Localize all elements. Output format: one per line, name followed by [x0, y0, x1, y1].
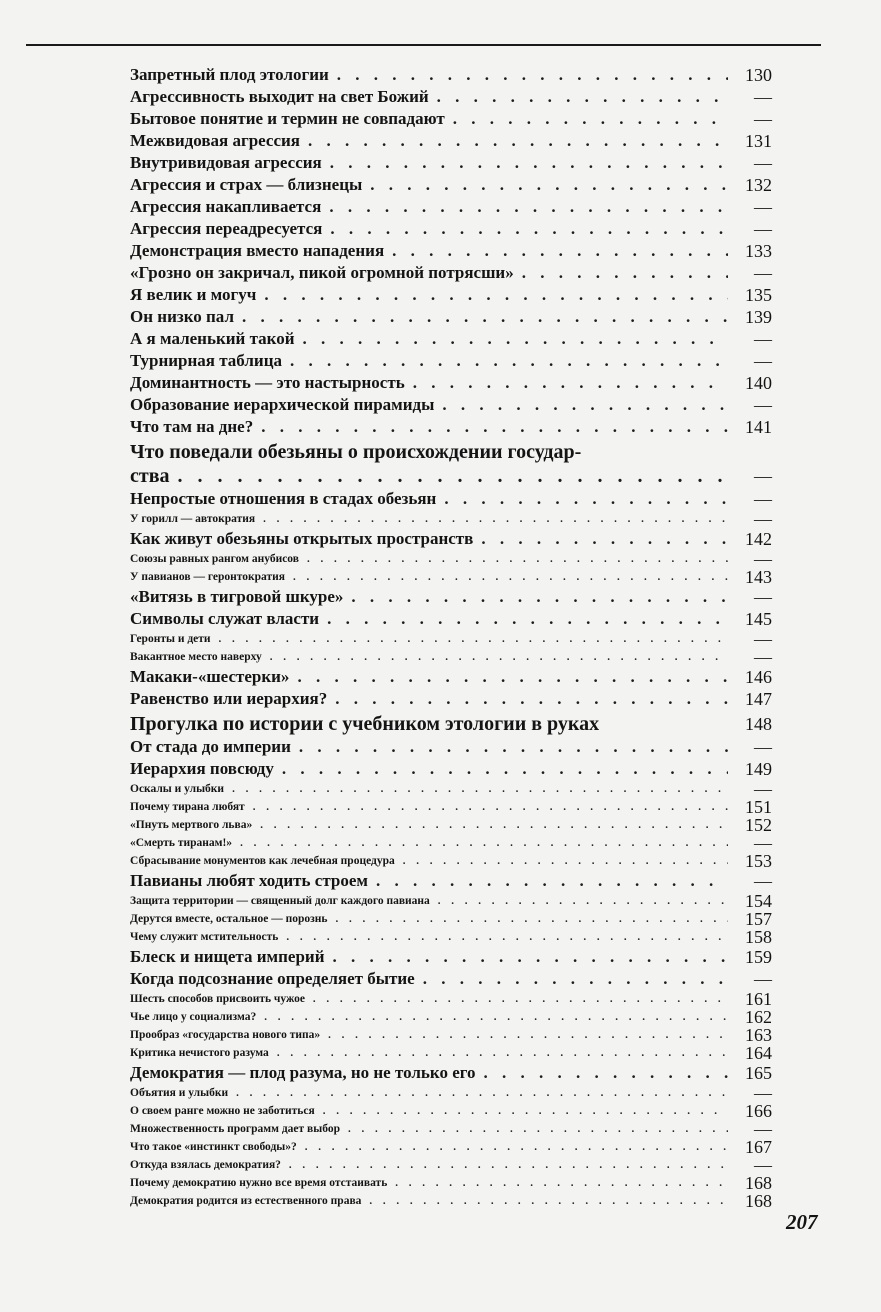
leader-dots: [348, 1120, 728, 1138]
toc-entry-title: Внутривидовая агрессия: [130, 153, 322, 172]
leader-dots: [290, 350, 728, 372]
toc-entry-page: —: [754, 489, 772, 509]
toc-entry: [130, 1174, 772, 1192]
leader-dots: [277, 1044, 728, 1062]
leader-dots: [260, 816, 728, 834]
toc-entry-page: 146: [745, 667, 772, 687]
toc-entry: [130, 1156, 772, 1174]
leader-dots: [253, 798, 728, 816]
toc-entry: [130, 758, 772, 780]
toc-entry: [130, 968, 772, 990]
leader-dots: [330, 152, 728, 174]
leader-dots: [313, 990, 728, 1008]
leader-dots: [263, 510, 728, 528]
toc-entry-title: «Пнуть мертвого льва»: [130, 819, 253, 831]
toc-entry: [130, 780, 772, 798]
toc-entry-page: —: [754, 779, 772, 799]
toc-entry-page: —: [754, 587, 772, 607]
toc-entry-page: 154: [745, 891, 772, 911]
page-number: 207: [786, 1210, 818, 1234]
toc-entry-page: 151: [745, 797, 772, 817]
toc-entry-page: —: [754, 351, 772, 371]
toc-entry-page: —: [754, 329, 772, 349]
toc-entry-title: Я велик и могуч: [130, 285, 257, 304]
toc-entry-title: Равенство или иерархия?: [130, 689, 328, 708]
toc-entry-page: —: [754, 871, 772, 891]
toc-entry: [130, 196, 772, 218]
toc-entry: [130, 568, 772, 586]
leader-dots: [236, 1084, 728, 1102]
toc-entry: [130, 928, 772, 946]
leader-dots: [403, 852, 728, 870]
toc-entry-title: Иерархия повсюду: [130, 759, 274, 778]
leader-dots: [444, 488, 728, 510]
toc-entry: [130, 350, 772, 372]
toc-entry-page: 164: [745, 1043, 772, 1063]
toc-entry-title: Чему служит мстительность: [130, 931, 279, 943]
toc-entry-title: Множественность программ дает выбор: [130, 1123, 340, 1135]
toc-entry-title: Оскалы и улыбки: [130, 783, 225, 795]
toc-entry: [130, 108, 772, 130]
toc-entry: [130, 328, 772, 350]
toc-entry: [130, 152, 772, 174]
toc-entry-title: Критика нечистого разума: [130, 1047, 269, 1059]
toc-entry-title: Доминантность — это настырность: [130, 373, 405, 392]
toc-entry-page: —: [754, 833, 772, 853]
toc-entry: [130, 990, 772, 1008]
toc-entry: [130, 688, 772, 710]
section-heading-line2: ства: [130, 465, 170, 487]
toc-entry-title: Как живут обезьяны открытых пространств: [130, 529, 474, 548]
toc-entry: [130, 798, 772, 816]
toc-block-3: [130, 736, 772, 1210]
toc-entry-title: Союзы равных рангом анубисов: [130, 553, 299, 565]
leader-dots: [293, 568, 728, 586]
toc-entry-title: Демократия родится из естественного права: [130, 1195, 362, 1207]
toc-block-1: [130, 64, 772, 438]
toc-entry: [130, 736, 772, 758]
toc-entry: [130, 218, 772, 240]
section-heading: [130, 440, 772, 464]
toc-entry: [130, 174, 772, 196]
toc-entry: [130, 510, 772, 528]
toc-entry-title: «Смерть тиранам!»: [130, 837, 233, 849]
toc-entry-page: 149: [745, 759, 772, 779]
toc-entry: [130, 816, 772, 834]
leader-dots: [303, 328, 728, 350]
toc-entry-page: —: [754, 969, 772, 989]
toc-entry-page: —: [754, 737, 772, 757]
toc-entry-page: 147: [745, 689, 772, 709]
toc-entry-title: Почему тирана любят: [130, 801, 245, 813]
leader-dots: [264, 1008, 728, 1026]
toc-entry-page: —: [754, 1155, 772, 1175]
leader-dots: [232, 780, 728, 798]
toc-entry: [130, 1120, 772, 1138]
leader-dots: [337, 64, 728, 86]
toc-entry: [130, 240, 772, 262]
toc-entry-title: Защита территории — священный долг каждого павиана: [130, 895, 430, 907]
section-heading-2-title: Прогулка по истории с учебником этологии в руках: [130, 713, 600, 735]
leader-dots: [297, 666, 728, 688]
toc-entry-page: —: [754, 87, 772, 107]
toc-entry: [130, 1138, 772, 1156]
page-ref: 148: [745, 714, 772, 734]
header-rule: [26, 44, 821, 46]
toc-entry: [130, 262, 772, 284]
toc-entry-title: А я маленький такой: [130, 329, 295, 348]
toc-entry: [130, 416, 772, 438]
toc-entry-title: Он низко пал: [130, 307, 234, 326]
toc-entry: [130, 852, 772, 870]
toc-entry-page: 145: [745, 609, 772, 629]
leader-dots: [261, 416, 728, 438]
toc-entry-title: У павианов — геронтократия: [130, 571, 285, 583]
toc-entry-page: 152: [745, 815, 772, 835]
leader-dots: [395, 1174, 728, 1192]
toc-entry-page: 142: [745, 529, 772, 549]
leader-dots: [240, 834, 728, 852]
leader-dots: [305, 1138, 728, 1156]
section-heading-line1: Что поведали обезьяны о происхождении государ-: [130, 441, 582, 463]
toc-entry: [130, 946, 772, 968]
toc-entry-title: Демократия — плод разума, но не только его: [130, 1063, 476, 1082]
toc-entry-title: Дерутся вместе, остальное — порознь: [130, 913, 328, 925]
toc-entry-title: Образование иерархической пирамиды: [130, 395, 435, 414]
toc-entry: [130, 666, 772, 688]
toc-entry-title: Агрессия накапливается: [130, 197, 322, 216]
toc-entry-title: Объятия и улыбки: [130, 1087, 229, 1099]
toc-entry-page: 168: [745, 1173, 772, 1193]
toc-entry: [130, 284, 772, 306]
toc-entry-title: Почему демократию нужно все время отстаивать: [130, 1177, 388, 1189]
leader-dots: [308, 130, 728, 152]
toc-entry-page: 165: [745, 1063, 772, 1083]
toc-entry-page: —: [754, 549, 772, 569]
toc-block-2: [130, 488, 772, 710]
toc-entry-page: 157: [745, 909, 772, 929]
toc-entry: [130, 550, 772, 568]
section-heading-cont: [130, 464, 772, 488]
leader-dots: [481, 528, 728, 550]
toc-entry-title: Агрессия переадресуется: [130, 219, 323, 238]
toc-entry-page: —: [754, 109, 772, 129]
toc-entry-title: Прообраз «государства нового типа»: [130, 1029, 321, 1041]
toc-entry-page: 168: [745, 1191, 772, 1211]
toc-entry: [130, 86, 772, 108]
toc-entry-page: —: [754, 153, 772, 173]
toc-entry: [130, 834, 772, 852]
toc-entry: [130, 64, 772, 86]
leader-dots: [423, 968, 728, 990]
page-ref: —: [754, 466, 772, 486]
toc-entry-title: Макаки-«шестерки»: [130, 667, 290, 686]
toc-entry-page: 139: [745, 307, 772, 327]
toc-entry-title: Агрессивность выходит на свет Божий: [130, 87, 429, 106]
leader-dots: [484, 1062, 728, 1084]
leader-dots: [242, 306, 728, 328]
toc-entry-title: Откуда взялась демократия?: [130, 1159, 281, 1171]
toc-entry-page: 131: [745, 131, 772, 151]
leader-dots: [438, 892, 728, 910]
toc-entry-title: Непростые отношения в стадах обезьян: [130, 489, 437, 508]
leader-dots: [453, 108, 728, 130]
toc-entry-title: Что такое «инстинкт свободы»?: [130, 1141, 297, 1153]
leader-dots: [413, 372, 728, 394]
toc-entry: [130, 892, 772, 910]
leader-dots: [392, 240, 728, 262]
toc-entry-page: —: [754, 263, 772, 283]
toc-entry: [130, 1192, 772, 1210]
toc-entry-title: Межвидовая агрессия: [130, 131, 300, 150]
leader-dots: [299, 736, 728, 758]
leader-dots: [178, 464, 728, 488]
toc-entry-page: —: [754, 1119, 772, 1139]
toc-entry-page: —: [754, 219, 772, 239]
leader-dots: [307, 550, 728, 568]
toc-entry-page: 162: [745, 1007, 772, 1027]
leader-dots: [437, 86, 728, 108]
toc-entry: [130, 488, 772, 510]
toc-entry-page: 135: [745, 285, 772, 305]
toc-entry-page: 140: [745, 373, 772, 393]
toc-entry-page: 163: [745, 1025, 772, 1045]
toc-entry-title: Геронты и дети: [130, 633, 211, 645]
leader-dots: [289, 1156, 728, 1174]
toc-entry-title: «Грозно он закричал, пикой огромной потрясши»: [130, 263, 514, 282]
toc-entry-page: —: [754, 629, 772, 649]
toc-entry-page: —: [754, 197, 772, 217]
leader-dots: [270, 648, 728, 666]
toc-entry-page: 133: [745, 241, 772, 261]
toc-entry-page: —: [754, 647, 772, 667]
leader-dots: [333, 946, 729, 968]
toc-entry: [130, 528, 772, 550]
toc-entry-title: От стада до империи: [130, 737, 291, 756]
toc-entry-page: —: [754, 395, 772, 415]
leader-dots: [330, 218, 728, 240]
leader-dots: [264, 284, 728, 306]
toc-entry: [130, 1062, 772, 1084]
toc-entry-title: Блеск и нищета империй: [130, 947, 325, 966]
leader-dots: [442, 394, 728, 416]
toc-entry-title: Чье лицо у социализма?: [130, 1011, 257, 1023]
table-of-contents: [130, 64, 772, 1210]
section-heading-2: [130, 710, 772, 736]
leader-dots: [286, 928, 728, 946]
toc-entry: [130, 372, 772, 394]
leader-dots: [370, 174, 728, 196]
toc-entry-page: —: [754, 509, 772, 529]
leader-dots: [219, 630, 728, 648]
leader-dots: [282, 758, 728, 780]
toc-entry: [130, 130, 772, 152]
toc-entry-title: Вакантное место наверху: [130, 651, 262, 663]
toc-entry: [130, 1044, 772, 1062]
toc-entry-title: Запретный плод этологии: [130, 65, 329, 84]
toc-entry-page: —: [754, 1083, 772, 1103]
toc-entry-page: 158: [745, 927, 772, 947]
toc-entry-title: Что там на дне?: [130, 417, 254, 436]
toc-entry-page: 141: [745, 417, 772, 437]
toc-entry: [130, 648, 772, 666]
leader-dots: [522, 262, 728, 284]
leader-dots: [329, 196, 728, 218]
leader-dots: [328, 1026, 728, 1044]
toc-entry-title: «Витязь в тигровой шкуре»: [130, 587, 344, 606]
toc-entry: [130, 394, 772, 416]
toc-entry: [130, 306, 772, 328]
toc-entry: [130, 870, 772, 892]
toc-entry-title: Павианы любят ходить строем: [130, 871, 368, 890]
toc-entry-title: Бытовое понятие и термин не совпадают: [130, 109, 445, 128]
toc-entry-page: 167: [745, 1137, 772, 1157]
leader-dots: [335, 688, 728, 710]
leader-dots: [369, 1192, 728, 1210]
toc-entry-title: Когда подсознание определяет бытие: [130, 969, 415, 988]
toc-entry-page: 161: [745, 989, 772, 1009]
leader-dots: [351, 586, 728, 608]
toc-entry-title: Агрессия и страх — близнецы: [130, 175, 363, 194]
toc-entry-title: Турнирная таблица: [130, 351, 282, 370]
leader-dots: [327, 608, 728, 630]
leader-dots: [323, 1102, 728, 1120]
toc-entry-title: Демонстрация вместо нападения: [130, 241, 385, 260]
toc-entry-page: 159: [745, 947, 772, 967]
toc-entry: [130, 586, 772, 608]
toc-entry-title: У горилл — автократия: [130, 513, 256, 525]
toc-entry-title: Сбрасывание монументов как лечебная процедура: [130, 855, 395, 867]
toc-entry-page: 132: [745, 175, 772, 195]
toc-entry-page: 130: [745, 65, 772, 85]
toc-entry: [130, 1026, 772, 1044]
leader-dots: [376, 870, 728, 892]
toc-entry: [130, 630, 772, 648]
toc-entry-title: О своем ранге можно не заботиться: [130, 1105, 315, 1117]
leader-dots: [335, 910, 728, 928]
toc-entry-page: 166: [745, 1101, 772, 1121]
toc-entry: [130, 608, 772, 630]
toc-entry: [130, 1008, 772, 1026]
toc-entry-title: Символы служат власти: [130, 609, 320, 628]
toc-entry-page: 153: [745, 851, 772, 871]
toc-entry: [130, 1084, 772, 1102]
toc-entry: [130, 910, 772, 928]
toc-entry-page: 143: [745, 567, 772, 587]
toc-entry-title: Шесть способов присвоить чужое: [130, 993, 305, 1005]
toc-entry: [130, 1102, 772, 1120]
